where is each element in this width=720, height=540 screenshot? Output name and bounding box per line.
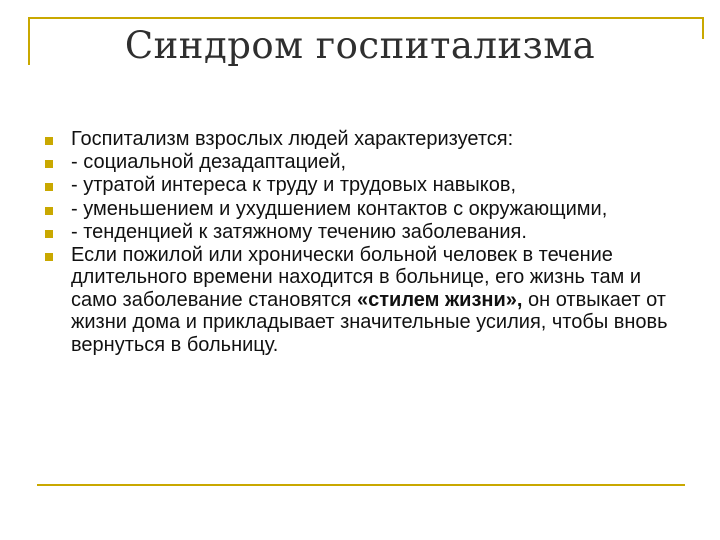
list-item-text: - уменьшением и ухудшением контактов с окружающими, bbox=[71, 197, 608, 220]
bullet-list bbox=[44, 128, 684, 357]
list-item bbox=[44, 244, 684, 357]
list-item-text: - социальной дезадаптацией, bbox=[71, 151, 347, 174]
square-bullet-icon bbox=[45, 183, 53, 191]
list-item bbox=[44, 198, 684, 221]
list-item-text-before: Если пожилой или хронически больной человек в течение длительного времени находится в больнице, его жизнь там и само заболевание становятся bbox=[71, 243, 642, 311]
square-bullet-icon bbox=[45, 230, 53, 238]
square-bullet-icon bbox=[45, 137, 53, 145]
list-item bbox=[44, 174, 684, 197]
list-item-text: - утратой интереса к труду и трудовых навыков, bbox=[71, 174, 517, 197]
list-item-text: - тенденцией к затяжному течению заболевания. bbox=[71, 220, 527, 243]
list-item-text-after: он отвыкает от жизни дома и прикладывает значительные усилия, чтобы вновь вернуться в больницу. bbox=[71, 288, 668, 356]
list-item-bold-phrase: «стилем жизни», bbox=[356, 288, 523, 311]
slide-title: Синдром госпитализма bbox=[124, 24, 596, 67]
top-border-line bbox=[28, 17, 704, 19]
list-item bbox=[44, 151, 684, 174]
list-item bbox=[44, 221, 684, 244]
square-bullet-icon bbox=[45, 160, 53, 168]
square-bullet-icon bbox=[45, 207, 53, 215]
list-item-text: Госпитализм взрослых людей характеризуется: bbox=[71, 128, 514, 150]
list-item bbox=[44, 128, 684, 151]
square-bullet-icon bbox=[45, 253, 53, 261]
bottom-border-line bbox=[37, 484, 685, 486]
